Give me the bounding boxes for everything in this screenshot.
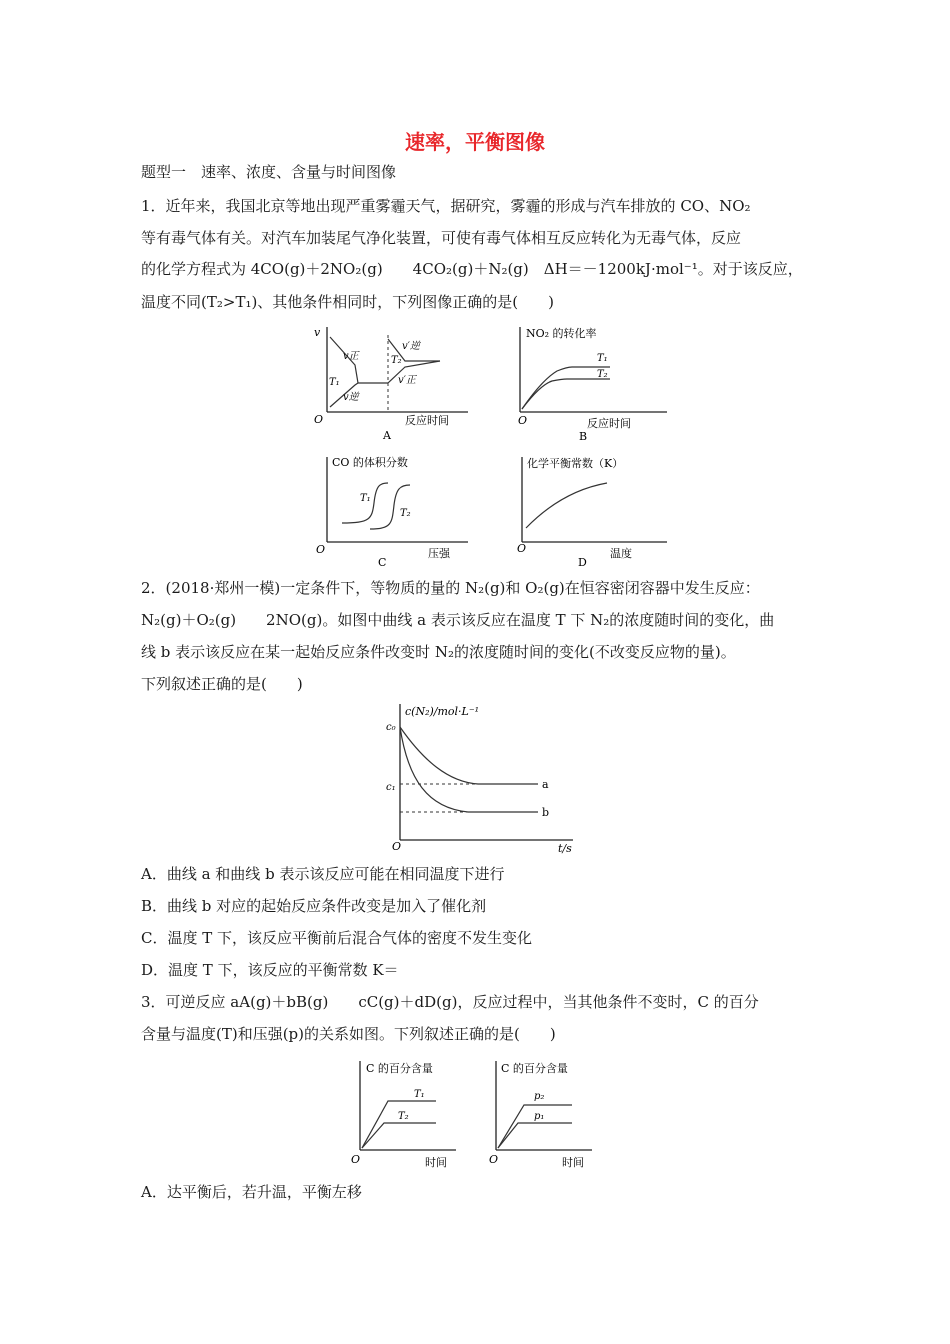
caption: B [579, 430, 588, 443]
t2-label: T₂ [391, 355, 402, 366]
q2-option-c: C．温度 T 下，该反应平衡前后混合气体的密度不发生变化 [141, 929, 533, 947]
page-title: 速率，平衡图像 [405, 130, 545, 154]
y-axis-label: C 的百分含量 [501, 1062, 568, 1075]
y-axis-label: 化学平衡常数（K） [527, 457, 624, 470]
q2-line1: 2．(2018·郑州一模)一定条件下，等物质的量的 N₂(g)和 O₂(g)在恒容密闭容器中发生反应： [141, 579, 760, 597]
t1-label: T₁ [597, 353, 608, 364]
t2-curve [522, 379, 610, 409]
x-axis-label: 温度 [610, 547, 632, 560]
origin-label: O [517, 542, 527, 555]
v-zheng-prime-label: v′正 [398, 375, 416, 386]
caption: C [378, 556, 387, 568]
q1-line3: 的化学方程式为 4CO(g)＋2NO₂(g) 4CO₂(g)＋N₂(g) ΔH＝－1200kJ·mol⁻¹。对于该反应， [141, 260, 803, 278]
q2-line2: N₂(g)＋O₂(g) 2NO(g)。如图中曲线 a 表示该反应在温度 T 下 N₂的浓度随时间的变化，曲 [141, 611, 775, 629]
t2-label: T₂ [597, 369, 608, 380]
k-curve [526, 483, 607, 528]
c1-label: c₁ [386, 782, 396, 793]
c0-label: c₀ [386, 722, 396, 733]
t1-label: T₁ [360, 493, 371, 504]
caption: D [578, 556, 587, 568]
x-axis-label: 时间 [425, 1156, 447, 1169]
t1-label: T₁ [329, 377, 340, 388]
q1-line1: 1．近年来，我国北京等地出现严重雾霾天气，据研究，雾霾的形成与汽车排放的 CO、NO₂ [141, 197, 751, 215]
curve-b-label: b [542, 806, 550, 819]
q1-figure-a [310, 325, 470, 447]
q3-figure-temperature [346, 1057, 461, 1172]
t1-curve [362, 1101, 436, 1148]
p1-curve [498, 1123, 572, 1148]
x-axis-label: 反应时间 [405, 414, 449, 427]
y-axis-label: c(N₂)/mol·L⁻¹ [405, 705, 480, 718]
q1-figure-b [512, 325, 672, 447]
v-zheng-label: v正 [343, 351, 359, 362]
t1-label: T₁ [414, 1089, 425, 1100]
curve-a-label: a [542, 778, 549, 791]
v-ni-label: v逆 [343, 392, 359, 403]
q2-option-b: B．曲线 b 对应的起始反应条件改变是加入了催化剂 [141, 897, 487, 915]
q2-line3: 线 b 表示该反应在某一起始反应条件改变时 N₂的浓度随时间的变化(不改变反应物的量)。 [141, 643, 736, 661]
y-axis-label: NO₂ 的转化率 [526, 327, 597, 340]
q1-line2: 等有毒气体有关。对汽车加装尾气净化装置，可使有毒气体相互反应转化为无毒气体，反应 [141, 229, 742, 247]
section-heading: 题型一 速率、浓度、含量与时间图像 [141, 163, 397, 181]
y-axis-label: C 的百分含量 [366, 1062, 433, 1075]
q3-line1: 3．可逆反应 aA(g)＋bB(g) cC(g)＋dD(g)，反应过程中，当其他条件不变时，C 的百分 [141, 993, 759, 1011]
t2-label: T₂ [398, 1111, 409, 1122]
p1-label: p₁ [534, 1111, 545, 1122]
q3-line2: 含量与温度(T)和压强(p)的关系如图。下列叙述正确的是( ) [141, 1025, 556, 1043]
origin-label: O [392, 840, 402, 853]
q3-figure-pressure [484, 1057, 599, 1172]
origin-label: O [316, 543, 326, 556]
v-ni-prime-label: v′逆 [402, 341, 420, 352]
t2-label: T₂ [400, 508, 411, 519]
x-axis-label: 时间 [562, 1156, 584, 1169]
q2-figure [378, 700, 578, 858]
q1-line4: 温度不同(T₂>T₁)、其他条件相同时，下列图像正确的是( ) [141, 293, 555, 311]
q1-figure-d [512, 453, 672, 568]
curve-a [400, 727, 538, 784]
caption: A [383, 429, 391, 442]
y-axis-label: v [314, 326, 321, 339]
x-axis-label: 压强 [428, 547, 450, 560]
q1-figure-c [310, 453, 470, 568]
curve-b [400, 727, 538, 812]
origin-label: O [314, 413, 324, 426]
q3-option-a: A．达平衡后，若升温，平衡左移 [141, 1183, 362, 1201]
y-axis-label: CO 的体积分数 [332, 456, 408, 469]
x-axis-label: 反应时间 [587, 417, 631, 430]
origin-label: O [351, 1153, 361, 1166]
origin-label: O [489, 1153, 499, 1166]
q2-option-a: A．曲线 a 和曲线 b 表示该反应可能在相同温度下进行 [141, 865, 505, 883]
q2-option-d: D．温度 T 下，该反应的平衡常数 K＝ [141, 961, 399, 979]
p2-label: p₂ [534, 1091, 545, 1102]
q2-line4: 下列叙述正确的是( ) [141, 675, 303, 693]
origin-label: O [518, 414, 528, 427]
x-axis-label: t/s [558, 842, 572, 855]
